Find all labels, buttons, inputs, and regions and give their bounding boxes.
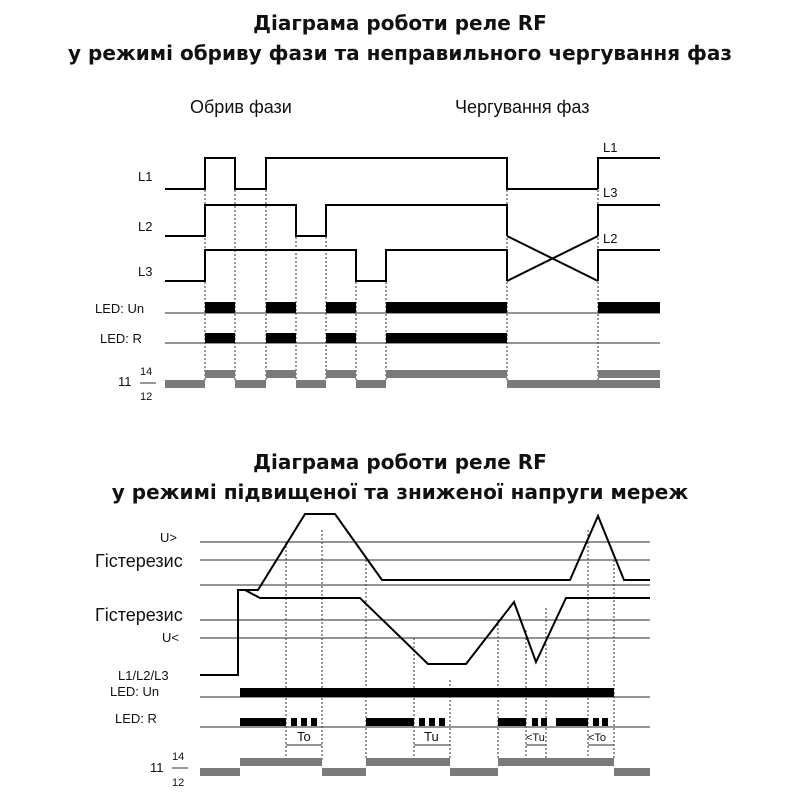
label-l1l2l3: L1/L2/L3 xyxy=(118,668,169,683)
bottom-relay-track xyxy=(200,758,650,776)
label-led-un: LED: Un xyxy=(95,301,145,316)
top-timing-diagram xyxy=(95,97,660,403)
top-time-markers xyxy=(205,158,598,380)
bottom-timing-diagram xyxy=(95,514,650,789)
section-label-phase-loss: Обрив фази xyxy=(190,97,292,117)
label-l2: L2 xyxy=(138,219,153,234)
label-led-un-bottom: LED: Un xyxy=(110,684,160,699)
label-hysteresis-upper: Гістерезис xyxy=(95,551,183,571)
label-led-r: LED: R xyxy=(100,331,142,346)
bottom-led-r-track xyxy=(200,718,650,727)
bottom-led-un-track xyxy=(200,688,650,697)
label-relay-14-bottom: 14 xyxy=(172,751,185,763)
top-led-un-track xyxy=(165,302,660,313)
label-l3: L3 xyxy=(138,264,153,279)
bottom-title-line1: Діаграма роботи реле RF xyxy=(253,450,547,474)
label-u-high: U> xyxy=(160,530,177,545)
voltage-trace-undervoltage xyxy=(245,590,650,664)
label-relay-12: 12 xyxy=(140,391,153,403)
top-relay-track xyxy=(165,370,660,388)
bottom-title-line2: у режимі підвищеної та зниженої напруги мереж xyxy=(111,480,689,504)
top-title-line2: у режимі обриву фази та неправильного чергування фаз xyxy=(68,41,732,65)
top-title-line1: Діаграма роботи реле RF xyxy=(253,11,547,35)
top-led-r-track xyxy=(165,333,660,343)
signal-l3 xyxy=(165,250,507,281)
label-to-delay: To xyxy=(297,729,311,744)
label-relay-11: 11 xyxy=(118,374,132,389)
label-lt-to-delay: <To xyxy=(588,732,607,744)
label-u-low: U< xyxy=(162,630,179,645)
label-right-l2: L2 xyxy=(603,231,618,246)
label-led-r-bottom: LED: R xyxy=(115,711,157,726)
signal-l1-left xyxy=(165,158,563,189)
label-right-l3: L3 xyxy=(603,185,618,200)
label-relay-12-bottom: 12 xyxy=(172,777,185,789)
voltage-threshold-lines xyxy=(200,542,650,638)
label-tu-delay: Tu xyxy=(424,729,439,744)
voltage-trace-overvoltage xyxy=(200,514,650,675)
phase-sequence-cross xyxy=(507,205,660,281)
label-relay-11-bottom: 11 xyxy=(150,760,164,775)
label-hysteresis-lower: Гістерезис xyxy=(95,605,183,625)
signal-l2 xyxy=(165,205,507,236)
label-relay-14: 14 xyxy=(140,366,153,378)
label-lt-tu-delay: <Tu xyxy=(526,732,545,744)
label-right-l1: L1 xyxy=(603,140,618,155)
section-label-phase-sequence: Чергування фаз xyxy=(455,97,590,117)
label-l1: L1 xyxy=(138,169,153,184)
